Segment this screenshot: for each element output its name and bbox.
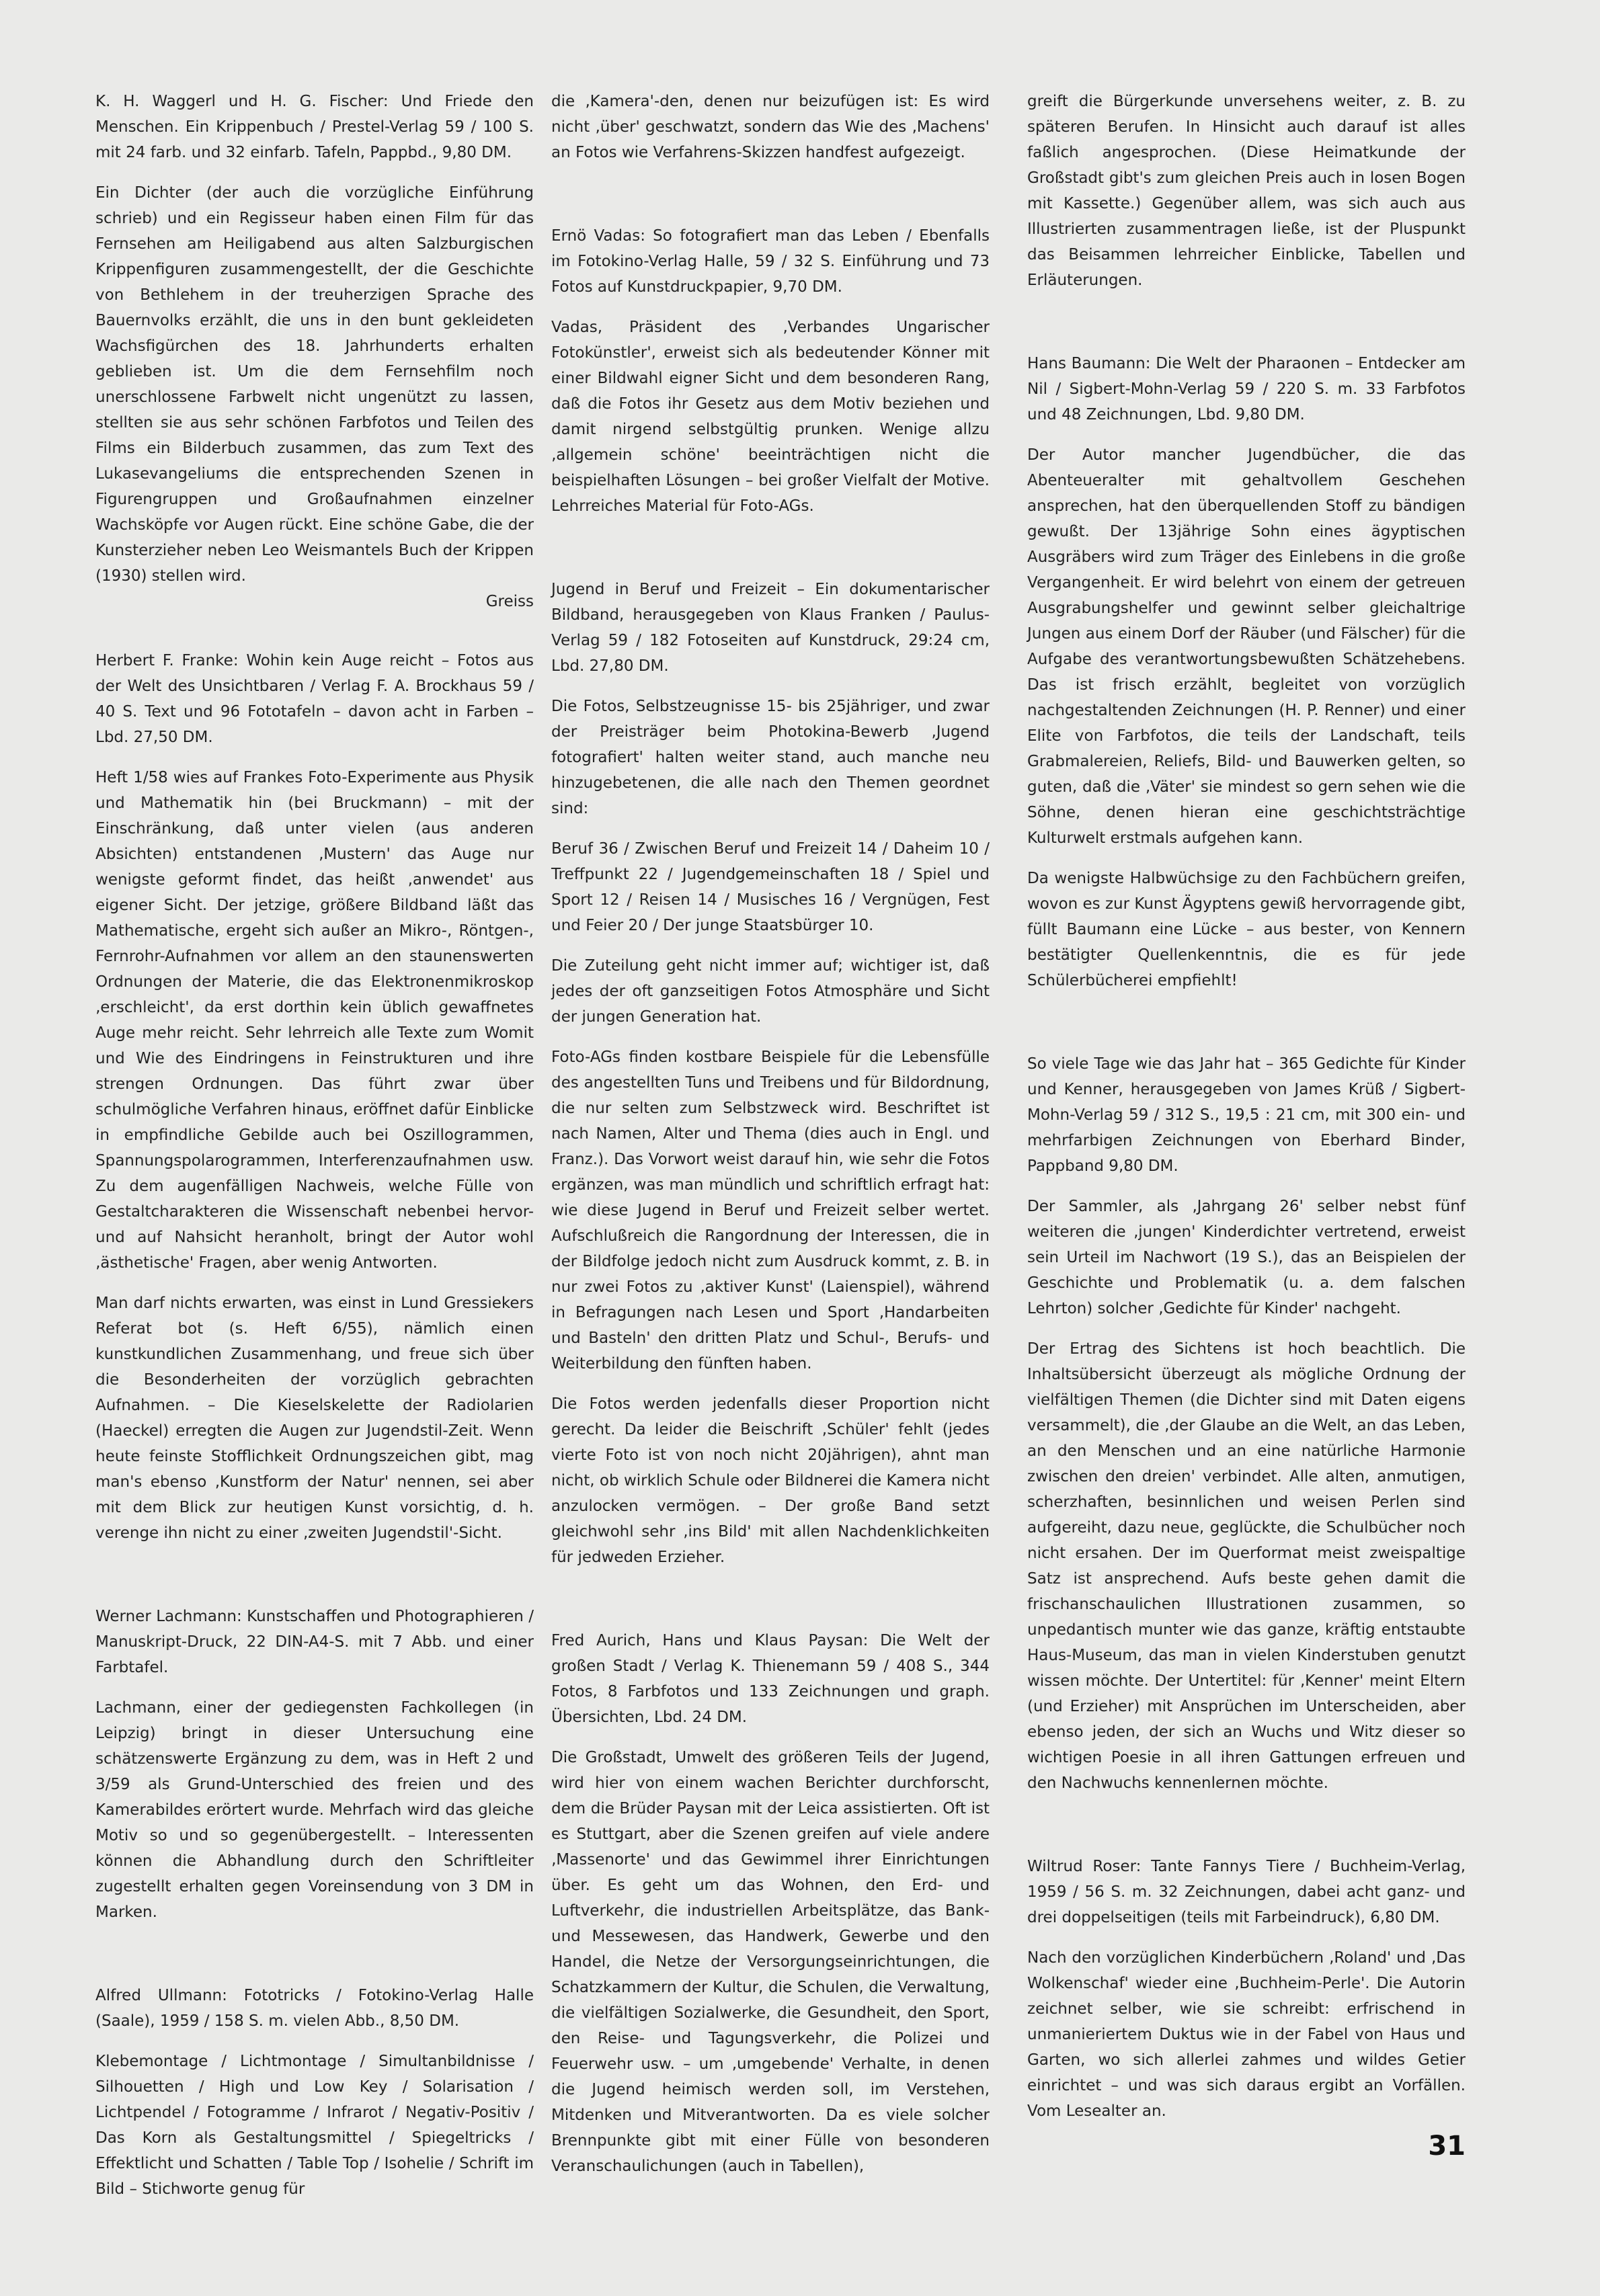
review-body: Der Ertrag des Sichtens ist hoch beachtlich. Die Inhaltsübersicht überzeugt als mögliche Ordnung der vielfältigen Themen (die Dichter sind mit Daten eigens versammelt), die ‚der Glaube an die Welt, an das Leben, an den Menschen und an eine natürliche Harmonie zwischen den dreien' verbindet. Alle alten, anmutigen, scherzhaften, besinnlichen und weisen Perlen sind aufgereiht, dazu neue, geglückte, die Schulbücher noch nicht ersahen. Der im Querformat meist zweispaltige Satz ist ansprechend. Aufs beste gehen damit die frischanschaulichen Illustrationen zusammen, so unpedantisch munter wie das ganze, kräftig entstaubte Haus-Museum, das man in vielen Kinderstuben genutzt wissen möchte. Der Untertitel: für ‚Kenner' meint Eltern (und Erzieher) mit Ansprüchen im Unterscheiden, aber ebenso jeden, der sich an Wuchs und Witz dieser so wichtigen Poesie in all ihren Gattungen erfreuen und den Nachwuchs kennenlernen möchte.: [1027, 1340, 1466, 1792]
review-heading: Werner Lachmann: Kunstschaffen und Photographieren / Manuskript-Druck, 22 DIN-A4-S. mit 7 Abb. und einer Farbtafel.: [95, 1608, 534, 1676]
review-heading: K. H. Waggerl und H. G. Fischer: Und Friede den Menschen. Ein Krippenbuch / Prestel-Verlag 59 / 100 S. mit 24 farb. und 32 einfarb. Tafeln, Pappbd., 9,80 DM.: [95, 93, 534, 161]
review-heading: Alfred Ullmann: Fototricks / Fotokino-Verlag Halle (Saale), 1959 / 158 S. m. vielen Abb., 8,50 DM.: [95, 1987, 534, 2030]
review-body: Lachmann, einer der gediegensten Fachkollegen (in Leipzig) bringt in dieser Untersuchung eine schätzenswerte Ergänzung zu dem, was in Heft 2 und 3/59 als Grund-Unterschied des freien und des Kamerabildes erörtert wurde. Mehrfach wird das gleiche Motiv so und so gegenübergestellt. – Interessenten können die Abhandlung durch den Schriftleiter zugestellt erhalten gegen Voreinsendung von 3 DM in Marken.: [95, 1699, 534, 1921]
review-body: [95, 180, 534, 614]
reviewer-signature: Greiss: [485, 593, 534, 610]
review-body: Die Großstadt, Umwelt des größeren Teils der Jugend, wird hier von einem wachen Berichter durchforscht, dem die Brüder Paysan mit der Leica assistierten. Oft ist es Stuttgart, aber die Szenen greifen auf viele andere ‚Massenorte' und das Gewimmel ihrer Einrichtungen über. Es geht um das Wohnen, den Erd- und Luftverkehr, die industriellen Arbeitsplätze, das Bank- und Messewesen, das Handwerk, Gewerbe und den Handel, die Netze der Versorgungseinrichtungen, die Schatzkammern der Kultur, die Schulen, die Verwaltung, die vielfältigen Sozialwerke, die Gesundheit, den Sport, den Reise- und Tagungsverkehr, die Polizei und Feuerwehr usw. – um ‚umgebende' Verhalte, in denen die Jugend heimisch werden soll, im Verstehen, Mitdenken und Mitverantworten. Da es viele solcher Brennpunkte gibt mit einer Fülle von besonderen Veranschaulichungen (auch in Tabellen),: [551, 1749, 990, 2175]
column-1: [95, 89, 534, 2221]
review-vadas: [551, 223, 990, 519]
review-body: Da wenigste Halbwüchsige zu den Fachbüchern greifen, wovon es zur Kunst Ägyptens gewiß hervorragende gibt, füllt Baumann eine Lücke – aus bester, von Kennern bestätigter Quellenkenntnis, die es für jede Schülerbücherei empfiehlt!: [1027, 870, 1466, 989]
review-body: greift die Bürgerkunde unversehens weiter, z. B. zu späteren Berufen. In Hinsicht auch darauf ist alles faßlich angesprochen. (Diese Heimatkunde der Großstadt gibt's zum gleichen Preis auch in losen Bogen mit Kassette.) Gegenüber allem, was sich auch aus Illustrierten zusammentragen ließe, ist der Pluspunkt das Beisammen lehrreicher Einblicke, Tabellen und Erläuterungen.: [1027, 93, 1466, 289]
review-franke: [95, 648, 534, 1546]
review-heading: Jugend in Beruf und Freizeit – Ein dokumentarischer Bildband, herausgegeben von Klaus Franken / Paulus-Verlag 59 / 182 Fotoseiten auf Kunstdruck, 29:24 cm, Lbd. 27,80 DM.: [551, 581, 990, 675]
page-number: 31: [1428, 2131, 1466, 2162]
review-heading: Fred Aurich, Hans und Klaus Paysan: Die Welt der großen Stadt / Verlag K. Thienemann 59 / 408 S., 344 Fotos, 8 Farbfotos und 133 Zeichnungen und graph. Übersichten, Lbd. 24 DM.: [551, 1632, 990, 1726]
review-baumann: [1027, 351, 1466, 993]
column-3: [1027, 89, 1466, 2143]
review-kruess: [1027, 1051, 1466, 1796]
review-heading: Herbert F. Franke: Wohin kein Auge reicht – Fotos aus der Welt des Unsichtbaren / Verlag F. A. Brockhaus 59 / 40 S. Text und 96 Fototafeln – davon acht in Farben – Lbd. 27,50 DM.: [95, 652, 534, 746]
review-body: Foto-AGs finden kostbare Beispiele für die Lebensfülle des angestellten Tuns und Treibens und für Bildordnung, die nur selten zum Selbstzweck wird. Beschriftet ist nach Namen, Alter und Thema (dies auch in Engl. und Franz.). Das Vorwort weist darauf hin, wie sehr die Fotos ergänzen, was man mündlich und schriftlich erfragt hat: wie diese Jugend in Beruf und Freizeit selber wertet. Aufschlußreich die Rangordnung der Interessen, die in der Bildfolge jedoch nicht zum Ausdruck kommt, z. B. in nur zwei Fotos zu ‚aktiver Kunst' (Laienspiel), während in Befragungen nach Lesen und Sport ‚Handarbeiten und Basteln' den dritten Platz und Schul-, Berufs- und Weiterbildung den fünften haben.: [551, 1049, 990, 1372]
review-ullmann-continued: [551, 89, 990, 165]
review-heading: Wiltrud Roser: Tante Fannys Tiere / Buchheim-Verlag, 1959 / 56 S. m. 32 Zeichnungen, dabei acht ganz- und drei doppelseitigen (teils mit Farbeindruck), 6,80 DM.: [1027, 1858, 1466, 1926]
review-lachmann: [95, 1604, 534, 1925]
review-ullmann: [95, 1983, 534, 2202]
review-body-text: Ein Dichter (der auch die vorzügliche Einführung schrieb) und ein Regisseur haben einen Film für das Fernsehen am Heiligabend aus alten Salzburgischen Krippenfiguren zusammengestellt, der die Geschichte von Bethlehem in der treuherzigen Sprache des Bauernvolks erzählt, die uns in den bunt gekleideten Wachsfigürchen des 18. Jahrhunderts erhalten geblieben ist. Um die dem Fernsehfilm noch unerschlossene Farbwelt nicht ungenützt zu lassen, stellten sie aus sehr schönen Farbfotos und Teilen des Films ein Bilderbuch zusammen, das zum Text des Lukasevangeliums die entsprechenden Szenen in Figurengruppen und Großaufnahmen einzelner Wachsköpfe vor Augen rückt. Eine schöne Gabe, die der Kunsterzieher neben Leo Weismantels Buch der Krippen (1930) stellen wird.: [95, 184, 534, 585]
review-body: Klebemontage / Lichtmontage / Simultanbildnisse / Silhouetten / High und Low Key / Solarisation / Lichtpendel / Fotogramme / Infrarot / Negativ-Positiv / Das Korn als Gestaltungsmittel / Spiegeltricks / Effektlicht und Schatten / Table Top / Isohelie / Schrift im Bild – Stichworte genug für: [95, 2053, 534, 2198]
review-body: Der Autor mancher Jugendbücher, die das Abenteueralter mit gehaltvollem Geschehen ansprechen, hat den überquellenden Stoff zu bändigen gewußt. Der 13jährige Sohn eines ägyptischen Ausgräbers wird zum Träger des Einlebens in die große Vergangenheit. Er wird belehrt von einem der getreuen Ausgrabungshelfer und gewinnt selber gleichaltrige Jungen aus einem Dorf der Räuber (und Fälscher) für die Aufgabe des verantwortungsbewußten Schätzehebens. Das ist frisch erzählt, begleitet von vorzüglich nachgestaltenden Zeichnungen (H. P. Renner) und einer Elite von Farbfotos, die teils der Landschaft, teils Grabmalereien, Reliefs, Bild- und Bauwerken gelten, so guten, daß die ‚Väter' sie mindest so gern sehen wie die Söhne, denen hieran eine geschichtsträchtige Kulturwelt erstmals aufgehen kann.: [1027, 446, 1466, 847]
review-aurich-paysan: [551, 1628, 990, 2179]
review-heading: Hans Baumann: Die Welt der Pharaonen – Entdecker am Nil / Sigbert-Mohn-Verlag 59 / 220 S. m. 33 Farbfotos und 48 Zeichnungen, Lbd. 9,80 DM.: [1027, 355, 1466, 423]
review-body: Die Fotos, Selbstzeugnisse 15- bis 25jähriger, und zwar der Preisträger beim Photokina-Bewerb ‚Jugend fotografiert' halten weiter stand, auch manche neu hinzugebetenen, die alle nach den Themen geordnet sind:: [551, 698, 990, 817]
review-body: Man darf nichts erwarten, was einst in Lund Gressiekers Referat bot (s. Heft 6/55), nämlich einen kunstkundlichen Zusammenhang, und freue sich über die Besonderheiten der vorzüglich gebrachten Aufnahmen. – Die Kieselskelette der Radiolarien (Haeckel) erregten die Augen zur Jugendstil-Zeit. Wenn heute feinste Stofflichkeit Ordnungszeichen gibt, mag man's ebenso ‚Kunstform der Natur' nennen, sei aber mit dem Blick zur heutigen Kunst vorsichtig, d. h. verenge ihn nicht zu einer ‚zweiten Jugendstil'-Sicht.: [95, 1295, 534, 1542]
review-jugend-beruf-freizeit: [551, 577, 990, 1570]
review-body: Der Sammler, als ‚Jahrgang 26' selber nebst fünf weiteren die ‚jungen' Kinderdichter vertretend, erweist sein Urteil im Nachwort (19 S.), das an Beispielen der Geschichte und Problematik (u. a. dem falschen Lehrton) solcher ‚Gedichte für Kinder' nachgeht.: [1027, 1198, 1466, 1317]
review-body: Nach den vorzüglichen Kinderbüchern ‚Roland' und ‚Das Wolkenschaf' wieder eine ‚Buchheim-Perle'. Die Autorin zeichnet selber, wie sie schreibt: erfrischend in unmanieriertem Duktus wie in der Fabel von Haus und Garten, wo sich allerlei zahmes und wildes Getier einrichtet – und was sich daraus ergibt an Vorfällen. Vom Lesealter an.: [1027, 1949, 1466, 2120]
review-body: Vadas, Präsident des ‚Verbandes Ungarischer Fotokünstler', erweist sich als bedeutender Könner mit einer Bildwahl eigner Sicht und dem besonderen Rang, daß die Fotos ihr Gesetz aus dem Motiv beziehen und damit nirgend selbstgültig prunken. Wenige allzu ‚allgemein schöne' beeinträchtigen nicht die beispielhaften Lösungen – bei großer Vielfalt der Motive. Lehrreiches Material für Foto-AGs.: [551, 319, 990, 515]
review-body: Die Fotos werden jedenfalls dieser Proportion nicht gerecht. Da leider die Beischrift ‚Schüler' fehlt (jedes vierte Foto ist von noch nicht 20jährigen), ahnt man nicht, ob wirklich Schule oder Bildnerei die Kamera nicht anzulocken vermögen. – Der große Band setzt gleichwohl sehr ‚ins Bild' mit allen Nachdenklichkeiten für jedweden Erzieher.: [551, 1395, 990, 1566]
review-body: Beruf 36 / Zwischen Beruf und Freizeit 14 / Daheim 10 / Treffpunkt 22 / Jugendgemeinschaften 18 / Spiel und Sport 12 / Reisen 14 / Musisches 16 / Vergnügen, Fest und Feier 20 / Der junge Staatsbürger 10.: [551, 840, 990, 934]
review-body: die ‚Kamera'-den, denen nur beizufügen ist: Es wird nicht ‚über' geschwatzt, sondern das Wie des ‚Machens' an Fotos wie Verfahrens-Skizzen handfest aufgezeigt.: [551, 93, 990, 161]
review-aurich-paysan-continued: [1027, 89, 1466, 293]
review-body: Die Zuteilung geht nicht immer auf; wichtiger ist, daß jedes der oft ganzseitigen Fotos Atmosphäre und Sicht der jungen Generation hat.: [551, 957, 990, 1026]
column-2: [551, 89, 990, 2198]
review-roser: [1027, 1854, 1466, 2124]
review-waggerl-fischer: [95, 89, 534, 614]
review-body: Heft 1/58 wies auf Frankes Foto-Experimente aus Physik und Mathematik hin (bei Bruckmann) – mit der Einschränkung, daß unter vielen (aus anderen Absichten) entstandenen ‚Mustern' das Auge nur wenigste geformt findet, das heißt ‚anwendet' aus eigener Sicht. Der jetzige, größere Bildband läßt das Mathematische, ergeht sich außer an Mikro-, Röntgen-, Fernrohr-Aufnahmen vor allem an den staunenswerten Ordnungen der Materie, die das Elektronenmikroskop ‚erschleicht', da erst dorthin kein üblich gewaffnetes Auge mehr reicht. Sehr lehrreich alle Texte zum Womit und Wie des Eindringens in Feinstrukturen und ihre strengen Ordnungen. Das führt zwar über schulmögliche Verfahren hinaus, eröffnet dafür Einblicke in empfindliche Gebilde auch bei Oszillogrammen, Spannungspolarogrammen, Interferenzaufnahmen usw. Zu dem augenfälligen Nachweis, welche Fülle von Gestaltcharakteren die Wissenschaft nebenbei hervor- und auf Nahsicht heranholt, bringt der Autor wohl ‚ästhetische' Fragen, aber wenig Antworten.: [95, 769, 534, 1272]
review-heading: So viele Tage wie das Jahr hat – 365 Gedichte für Kinder und Kenner, herausgegeben von James Krüß / Sigbert-Mohn-Verlag 59 / 312 S., 19,5 : 21 cm, mit 300 ein- und mehrfarbigen Zeichnungen von Eberhard Binder, Pappband 9,80 DM.: [1027, 1055, 1466, 1175]
review-heading: Ernö Vadas: So fotografiert man das Leben / Ebenfalls im Fotokino-Verlag Halle, 59 / 32 S. Einführung und 73 Fotos auf Kunstdruckpapier, 9,70 DM.: [551, 227, 990, 296]
